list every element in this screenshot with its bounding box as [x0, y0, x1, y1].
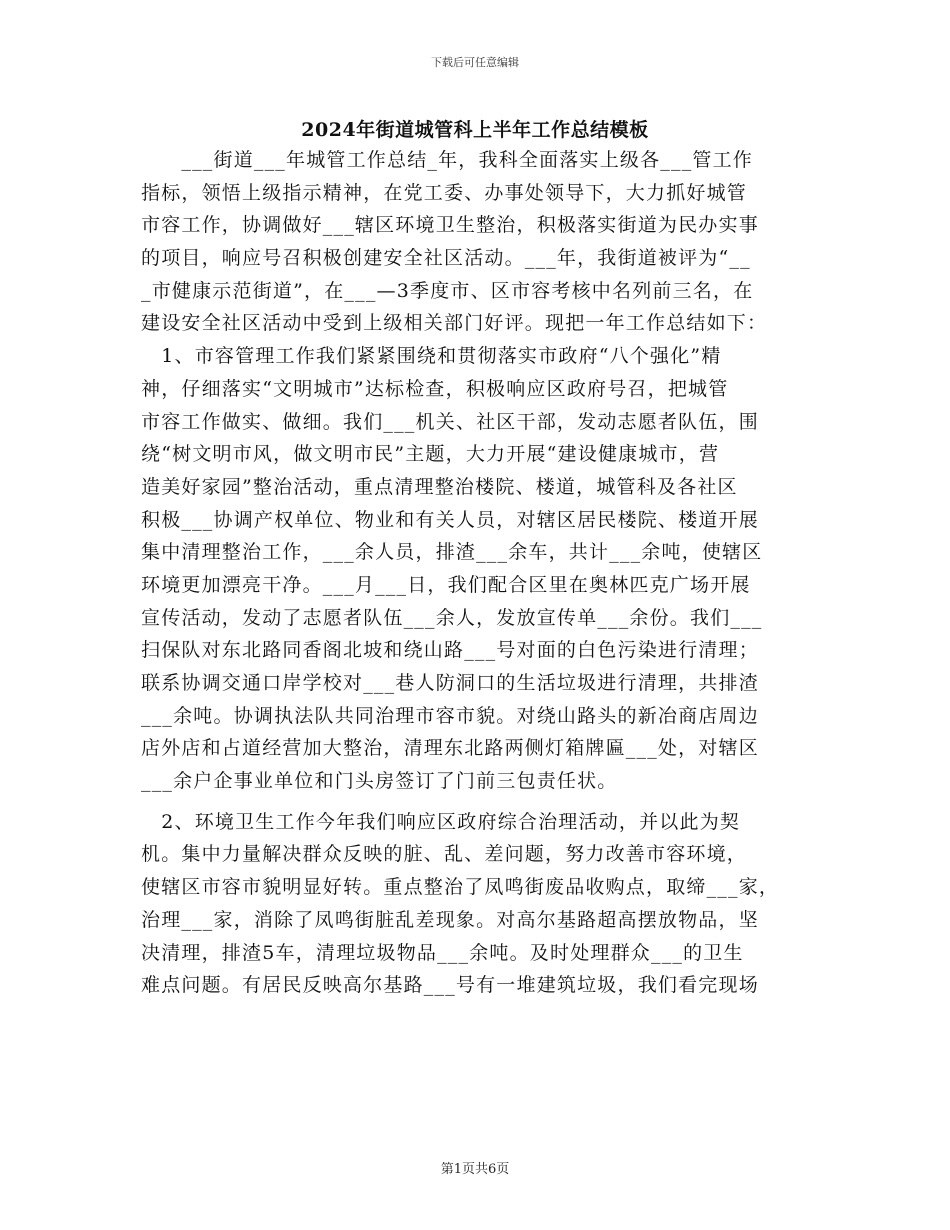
text-line: 扫保队对东北路同香阁北坡和绕山路___号对面的白色污染进行清理； — [141, 639, 759, 662]
text-line: 环境更加漂亮干净。___月___日，我们配合区里在奥林匹克广场开展 — [141, 573, 751, 596]
text-line: 店外店和占道经营加大整治，清理东北路两侧灯箱牌匾___处，对辖区 — [141, 737, 759, 760]
text-line: 的项目，响应号召积极创建安全社区活动。___年，我街道被评为“__ — [141, 247, 751, 270]
document-body — [141, 144, 809, 1002]
text-line: 指标，领悟上级指示精神，在党工委、办事处领导下，大力抓好城管 — [141, 181, 748, 204]
text-line: 建设安全社区活动中受到上级相关部门好评。现把一年工作总结如下： — [141, 312, 768, 335]
text-line: 绕“树文明市风，做文明市民”主题，大力开展“建设健康城市，营 — [141, 443, 720, 466]
paragraph-spacer — [141, 798, 809, 806]
text-line: _市健康示范街道”，在___—3季度市、区市容考核中名列前三名，在 — [141, 279, 754, 302]
text-line: 治理___家，消除了凤鸣街脏乱差现象。对高尔基路超高摆放物品，坚 — [141, 908, 759, 931]
text-line: ___余吨。协调执法队共同治理市容市貌。对绕山路头的新冶商店周边 — [141, 704, 759, 727]
text-line: 联系协调交通口岸学校对___巷人防洞口的生活垃圾进行清理，共排渣 — [141, 672, 759, 694]
paragraph-sanitation — [141, 806, 809, 1002]
text-line: 机。集中力量解决群众反映的脏、乱、差问题，努力改善市容环境， — [141, 843, 748, 866]
text-line: 造美好家园”整治活动，重点清理整治楼院、楼道，城管科及各社区 — [141, 475, 738, 498]
text-line: 宣传活动，发动了志愿者队伍___余人，发放宣传单___余份。我们___ — [141, 606, 763, 629]
text-line: 集中清理整治工作，___余人员，排渣___余车，共计___余吨，使辖区 — [141, 541, 763, 564]
text-line: 1、市容管理工作我们紧紧围绕和贯彻落实市政府“八个强化”精 — [141, 345, 722, 368]
text-line: 市容工作做实、做细。我们___机关、社区干部，发动志愿者队伍，围 — [141, 410, 759, 433]
document-title: 2024年街道城管科上半年工作总结模板 — [301, 119, 649, 141]
text-line: 市容工作，协调做好___辖区环境卫生整治，积极落实街道为民办实事 — [141, 214, 759, 237]
page-number: 第1页共6页 — [440, 1162, 510, 1177]
text-line: 2、环境卫生工作今年我们响应区政府综合治理活动，并以此为契 — [141, 810, 741, 833]
paragraph-city-appearance — [141, 340, 809, 798]
text-line: ___街道___年城管工作总结_年，我科全面落实上级各___管工作 — [141, 149, 754, 171]
paragraph-intro — [141, 144, 809, 340]
text-line: 使辖区市容市貌明显好转。重点整治了凤鸣街废品收购点，取缔___家， — [141, 876, 780, 899]
text-line: 难点问题。有居民反映高尔基路___号有一堆建筑垃圾，我们看完现场 — [141, 974, 759, 997]
text-line: 积极___协调产权单位、物业和有关人员，对辖区居民楼院、楼道开展 — [141, 508, 759, 531]
text-line: 神，仔细落实“文明城市”达标检查，积极响应区政府号召，把城管 — [141, 377, 729, 400]
text-line: 决清理，排渣5车，清理垃圾物品___余吨。及时处理群众___的卫生 — [141, 941, 744, 964]
text-line: ___余户企事业单位和门头房签订了门前三包责任状。 — [141, 770, 618, 793]
page-header-note: 下载后可任意编辑 — [431, 56, 519, 69]
